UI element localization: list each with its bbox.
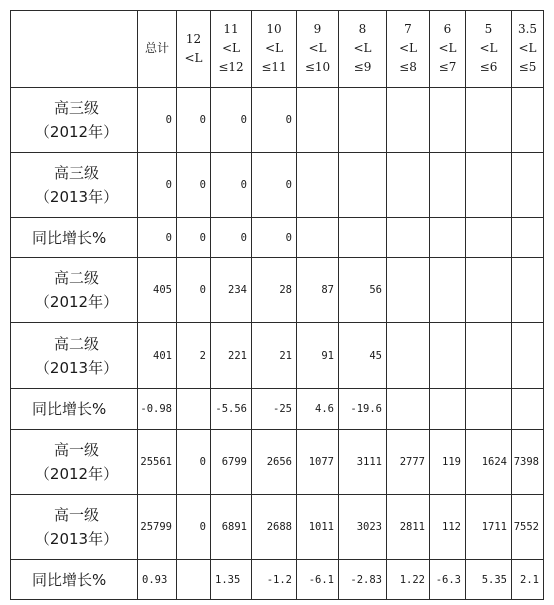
table-cell: 0 — [177, 258, 211, 323]
table-cell — [466, 153, 512, 218]
table-cell — [512, 88, 544, 153]
table-cell — [466, 218, 512, 258]
table-cell — [512, 153, 544, 218]
table-cell — [387, 323, 430, 389]
table-cell: 45 — [339, 323, 387, 389]
column-header: 6 <L ≤7 — [430, 10, 466, 88]
row-label: 高一级 （2012年） — [10, 430, 138, 495]
table-cell: 3023 — [339, 495, 387, 560]
row-label: 高三级 （2012年） — [10, 88, 138, 153]
table-cell — [512, 218, 544, 258]
row-label: 同比增长% — [10, 560, 138, 600]
table-cell — [297, 153, 339, 218]
column-header: 5 <L ≤6 — [466, 10, 512, 88]
table-cell: 119 — [430, 430, 466, 495]
table-cell: 2777 — [387, 430, 430, 495]
table-cell: 1624 — [466, 430, 512, 495]
table-cell — [387, 88, 430, 153]
table-cell — [339, 153, 387, 218]
table-cell — [466, 323, 512, 389]
table-cell: -2.83 — [339, 560, 387, 600]
row-label: 高一级 （2013年） — [10, 495, 138, 560]
table-cell: 25799 — [138, 495, 177, 560]
table-cell: -0.98 — [138, 389, 177, 430]
table-cell: 87 — [297, 258, 339, 323]
table-cell: 28 — [252, 258, 297, 323]
table-cell: 1011 — [297, 495, 339, 560]
table-cell: 0 — [138, 88, 177, 153]
table-cell: 0 — [138, 153, 177, 218]
table-cell — [387, 218, 430, 258]
table-cell: 56 — [339, 258, 387, 323]
table-cell: 2811 — [387, 495, 430, 560]
table-cell: 0 — [211, 153, 252, 218]
table-cell — [512, 389, 544, 430]
row-label: 高三级 （2013年） — [10, 153, 138, 218]
table-cell: 2.1 — [512, 560, 544, 600]
table-cell: 0 — [252, 88, 297, 153]
table-cell: 3111 — [339, 430, 387, 495]
table-cell: 21 — [252, 323, 297, 389]
table-cell: 112 — [430, 495, 466, 560]
table-cell: 0 — [177, 153, 211, 218]
header-corner — [10, 10, 138, 88]
table-cell — [512, 323, 544, 389]
table-cell: 1077 — [297, 430, 339, 495]
table-cell: -6.3 — [430, 560, 466, 600]
column-header: 3.5 <L ≤5 — [512, 10, 544, 88]
column-header: 12 <L — [177, 10, 211, 88]
table-cell: 221 — [211, 323, 252, 389]
table-cell: 2688 — [252, 495, 297, 560]
table-cell: 0 — [177, 430, 211, 495]
table-cell — [387, 389, 430, 430]
table-cell: 91 — [297, 323, 339, 389]
table-cell — [466, 88, 512, 153]
table-cell: 0 — [252, 218, 297, 258]
table-cell: -5.56 — [211, 389, 252, 430]
table-cell: 4.6 — [297, 389, 339, 430]
table-cell — [466, 258, 512, 323]
column-header: 7 <L ≤8 — [387, 10, 430, 88]
column-header: 10 <L ≤11 — [252, 10, 297, 88]
table-cell — [430, 323, 466, 389]
table-cell: 0 — [138, 218, 177, 258]
table-cell: 0 — [177, 495, 211, 560]
table-cell — [387, 258, 430, 323]
table-cell: 2 — [177, 323, 211, 389]
table-cell — [430, 218, 466, 258]
column-header: 11 <L ≤12 — [211, 10, 252, 88]
row-label: 同比增长% — [10, 218, 138, 258]
table-cell: 7552 — [512, 495, 544, 560]
table-cell: 7398 — [512, 430, 544, 495]
table-cell: 25561 — [138, 430, 177, 495]
table-cell: 401 — [138, 323, 177, 389]
table-cell: 234 — [211, 258, 252, 323]
table-cell — [177, 560, 211, 600]
table-cell — [430, 88, 466, 153]
table-cell: 2656 — [252, 430, 297, 495]
table-cell — [430, 389, 466, 430]
table-cell: 1711 — [466, 495, 512, 560]
table-cell — [339, 88, 387, 153]
table-cell: -1.2 — [252, 560, 297, 600]
table-cell — [430, 153, 466, 218]
table-cell: 1.35 — [211, 560, 252, 600]
row-label: 高二级 （2013年） — [10, 323, 138, 389]
table-cell: -6.1 — [297, 560, 339, 600]
column-header: 总计 — [138, 10, 177, 88]
table-cell: 6891 — [211, 495, 252, 560]
table-cell — [466, 389, 512, 430]
table-cell: 0 — [177, 218, 211, 258]
table-cell: 0 — [177, 88, 211, 153]
table-cell — [339, 218, 387, 258]
table-cell — [387, 153, 430, 218]
table-cell — [297, 218, 339, 258]
row-label: 高二级 （2012年） — [10, 258, 138, 323]
table-cell: 6799 — [211, 430, 252, 495]
table-cell: 5.35 — [466, 560, 512, 600]
table-cell — [297, 88, 339, 153]
table-cell: -19.6 — [339, 389, 387, 430]
table-cell: 0 — [211, 218, 252, 258]
table-cell — [512, 258, 544, 323]
table-cell — [430, 258, 466, 323]
table-cell: 0 — [211, 88, 252, 153]
table-cell: 0 — [252, 153, 297, 218]
row-label: 同比增长% — [10, 389, 138, 430]
table-cell: 1.22 — [387, 560, 430, 600]
column-header: 9 <L ≤10 — [297, 10, 339, 88]
column-header: 8 <L ≤9 — [339, 10, 387, 88]
table-cell: -25 — [252, 389, 297, 430]
table-cell — [177, 389, 211, 430]
table-cell: 0.93 — [138, 560, 177, 600]
table-cell: 405 — [138, 258, 177, 323]
